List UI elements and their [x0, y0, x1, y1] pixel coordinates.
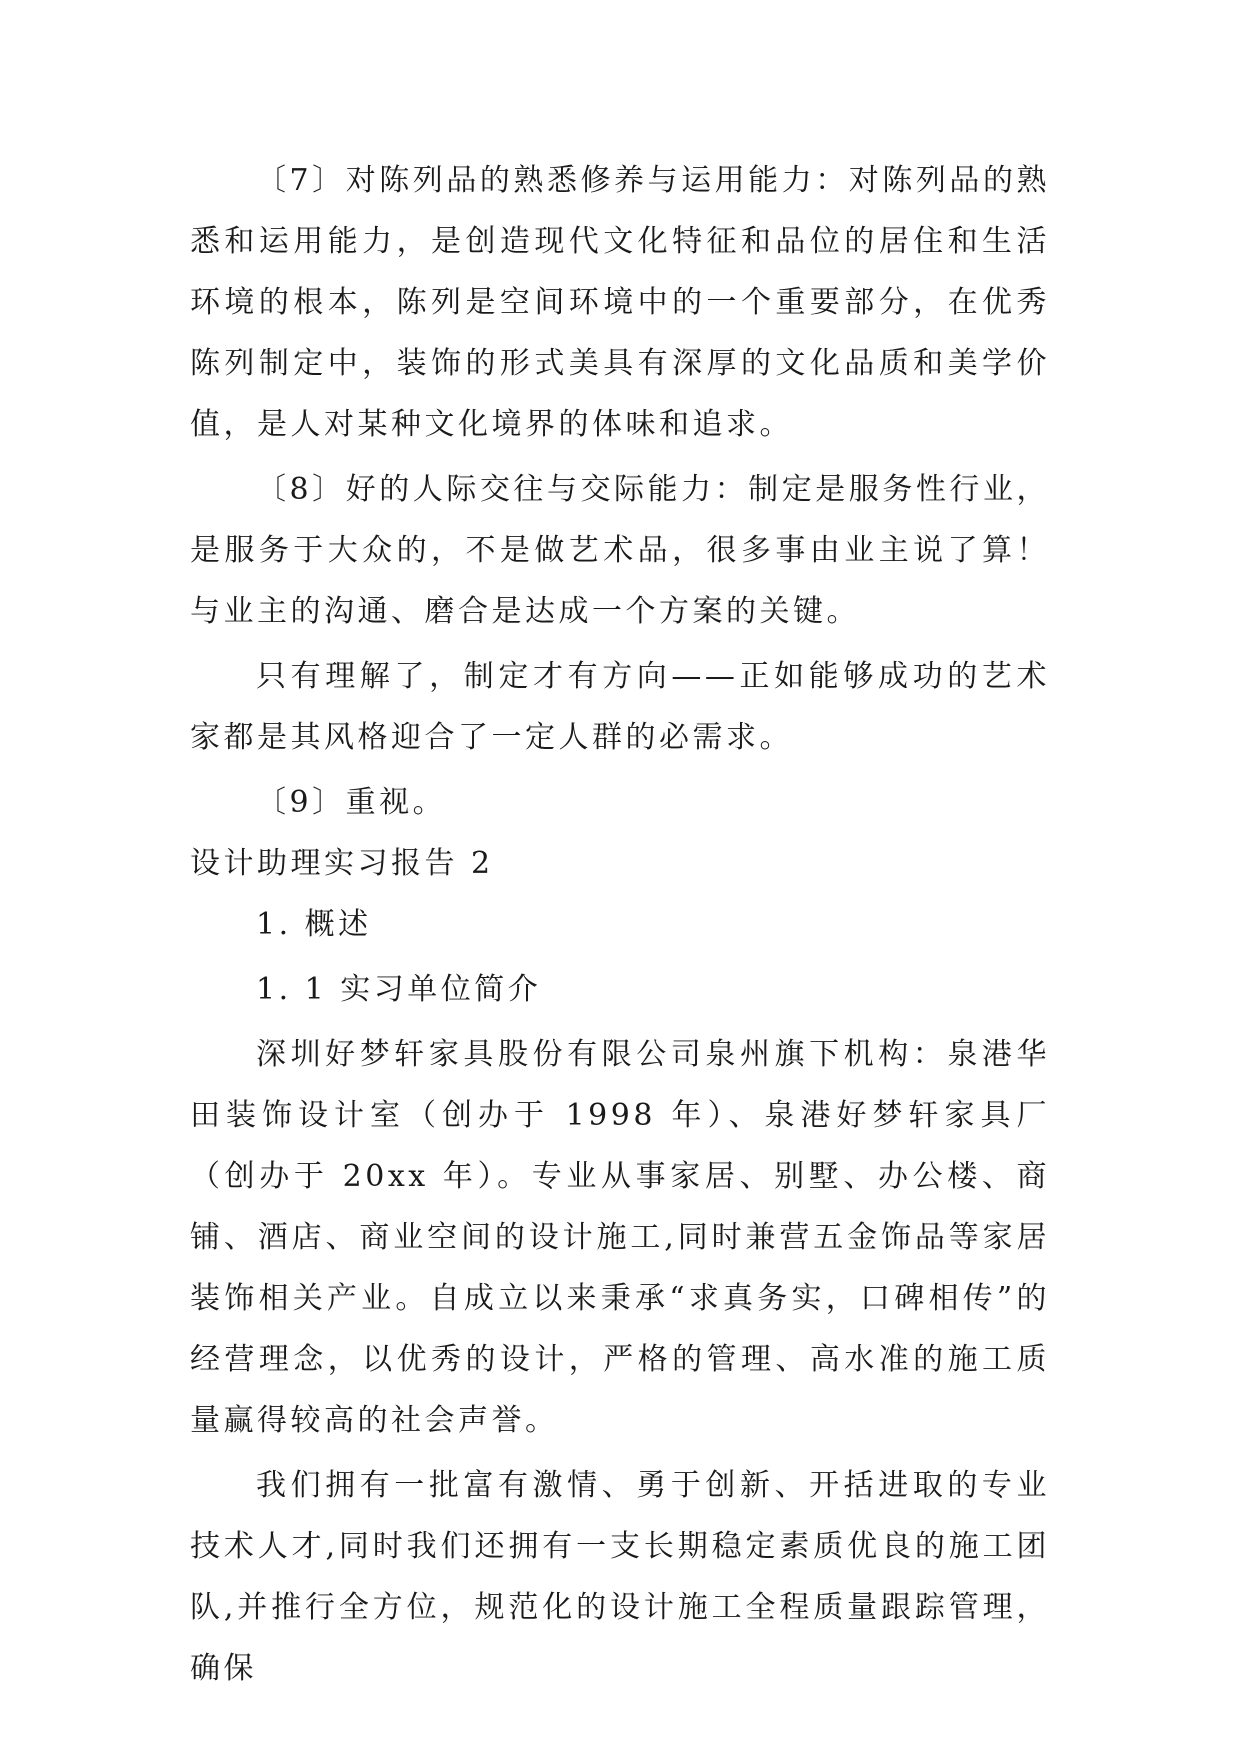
section-heading-overview: 1. 概述 [256, 907, 372, 942]
paragraph-team: 我们拥有一批富有激情、勇于创新、开括进取的专业技术人才,同时我们还拥有一支长期稳定素质优良的施工团队,并推行全方位，规范化的设计施工全程质量跟踪管理，确保 [190, 1468, 1050, 1686]
document-body [190, 150, 1050, 1699]
paragraph-understanding: 只有理解了，制定才有方向——正如能够成功的艺术家都是其风格迎合了一定人群的必需求。 [190, 659, 1050, 755]
report-title: 设计助理实习报告 2 [190, 846, 494, 881]
paragraph-item-9: 〔9〕重视。 [256, 785, 447, 820]
section-heading-company-intro: 1. 1 实习单位简介 [256, 972, 542, 1007]
paragraph-item-7: 〔7〕对陈列品的熟悉修养与运用能力：对陈列品的熟悉和运用能力，是创造现代文化特征和品位的居住和生活环境的根本，陈列是空间环境中的一个重要部分，在优秀陈列制定中，装饰的形式美具有深厚的文化品质和美学价值，是人对某种文化境界的体味和追求。 [190, 163, 1050, 442]
paragraph-company-intro: 深圳好梦轩家具股份有限公司泉州旗下机构：泉港华田装饰设计室（创办于 1998 年）、泉港好梦轩家具厂（创办于 20xx 年）。专业从事家居、别墅、办公楼、商铺、酒店、商业空间的设计施工,同时兼营五金饰品等家居装饰相关产业。自成立以来秉承“求真务实，口碑相传”的经营理念，以优秀的设计，严格的管理、高水准的施工质量赢得较高的社会声誉。 [190, 1037, 1050, 1438]
paragraph-item-8: 〔8〕好的人际交往与交际能力：制定是服务性行业，是服务于大众的，不是做艺术品，很多事由业主说了算！与业主的沟通、磨合是达成一个方案的关键。 [190, 472, 1050, 629]
